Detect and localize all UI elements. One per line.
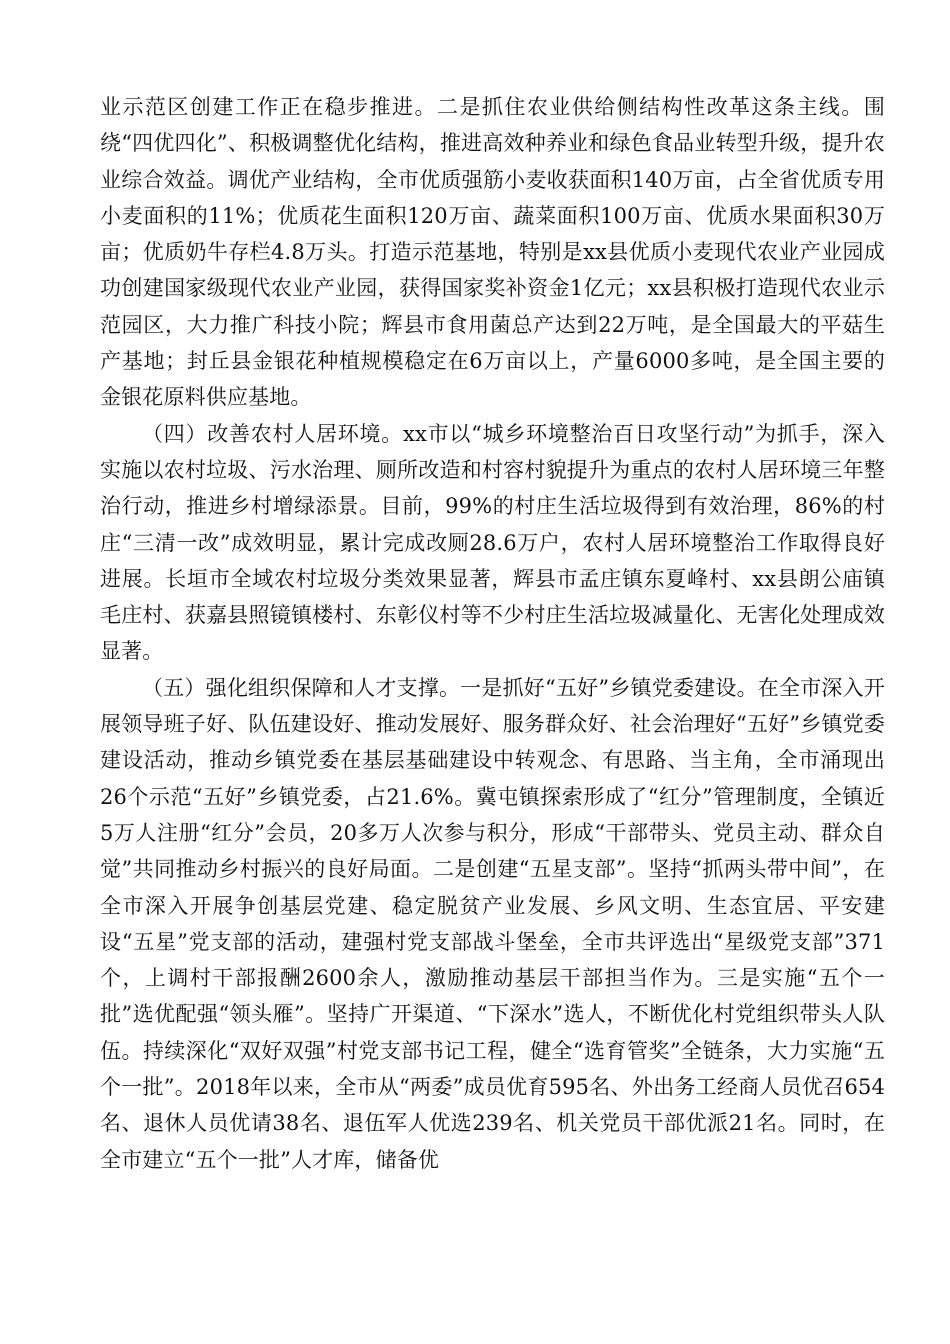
paragraph-organization-talent: （五）强化组织保障和人才支撑。一是抓好“五好”乡镇党委建设。在全市深入开展领导班子好、队伍建设好、推动发展好、服务群众好、社会治理好“五好”乡镇党委建设活动，推动乡镇党委在基层基础建设中转观念、有思路、当主角，全市涌现出26个示范“五好”乡镇党委，占21.6%。冀屯镇探索形成了“红分”管理制度，全镇近5万人注册“红分”会员，20多万人次参与积分，形成“干部带头、党员主动、群众自觉”共同推动乡村振兴的良好局面。二是创建“五星支部”。坚持“抓两头带中间”，在全市深入开展争创基层党建、稳定脱贫产业发展、乡风文明、生态宜居、平安建设“五星”党支部的活动，建强村党支部战斗堡垒，全市共评选出“星级党支部”371个，上调村干部报酬2600余人，激励推动基层干部担当作为。三是实施“五个一批”选优配强“领头雁”。坚持广开渠道、“下深水”选人，不断优化村党组织带头人队伍。持续深化“双好双强”村党支部书记工程，健全“选育管奖”全链条，大力实施“五个一批”。2018年以来，全市从“两委”成员优育595名、外出务工经商人员优召654名、退休人员优请38名、退伍军人优选239名、机关党员干部优派21名。同时，在全市建立“五个一批”人才库，储备优 [100,675,885,1172]
paragraph-agriculture-structure: 业示范区创建工作正在稳步推进。二是抓住农业供给侧结构性改革这条主线。围绕“四优四化”、积极调整优化结构，推进高效种养业和绿色食品业转型升级，提升农业综合效益。调优产业结构，全市优质强筋小麦收获面积140万亩，占全省优质专用小麦面积的11%；优质花生面积120万亩、蔬菜面积100万亩、优质水果面积30万亩；优质奶牛存栏4.8万头。打造示范基地，特别是xx县优质小麦现代农业产业园成功创建国家级现代农业产业园，获得国家奖补资金1亿元；xx县积极打造现代农业示范园区，大力推广科技小院；辉县市食用菌总产达到22万吨，是全国最大的平菇生产基地；封丘县金银花种植规模稳定在6万亩以上，产量6000多吨，是全国主要的金银花原料供应基地。 [100,95,885,410]
paragraph-rural-environment: （四）改善农村人居环境。xx市以“城乡环境整治百日攻坚行动”为抓手，深入实施以农村垃圾、污水治理、厕所改造和村容村貌提升为重点的农村人居环境三年整治行动，推进乡村增绿添景。目前，99%的村庄生活垃圾得到有效治理，86%的村庄“三清一改”成效明显，累计完成改厕28.6万户，农村人居环境整治工作取得良好进展。长垣市全域农村垃圾分类效果显著，辉县市孟庄镇东夏峰村、xx县朗公庙镇毛庄村、获嘉县照镜镇楼村、东彰仪村等不少村庄生活垃圾减量化、无害化处理成效显著。 [100,421,885,664]
document-body [100,89,885,1178]
